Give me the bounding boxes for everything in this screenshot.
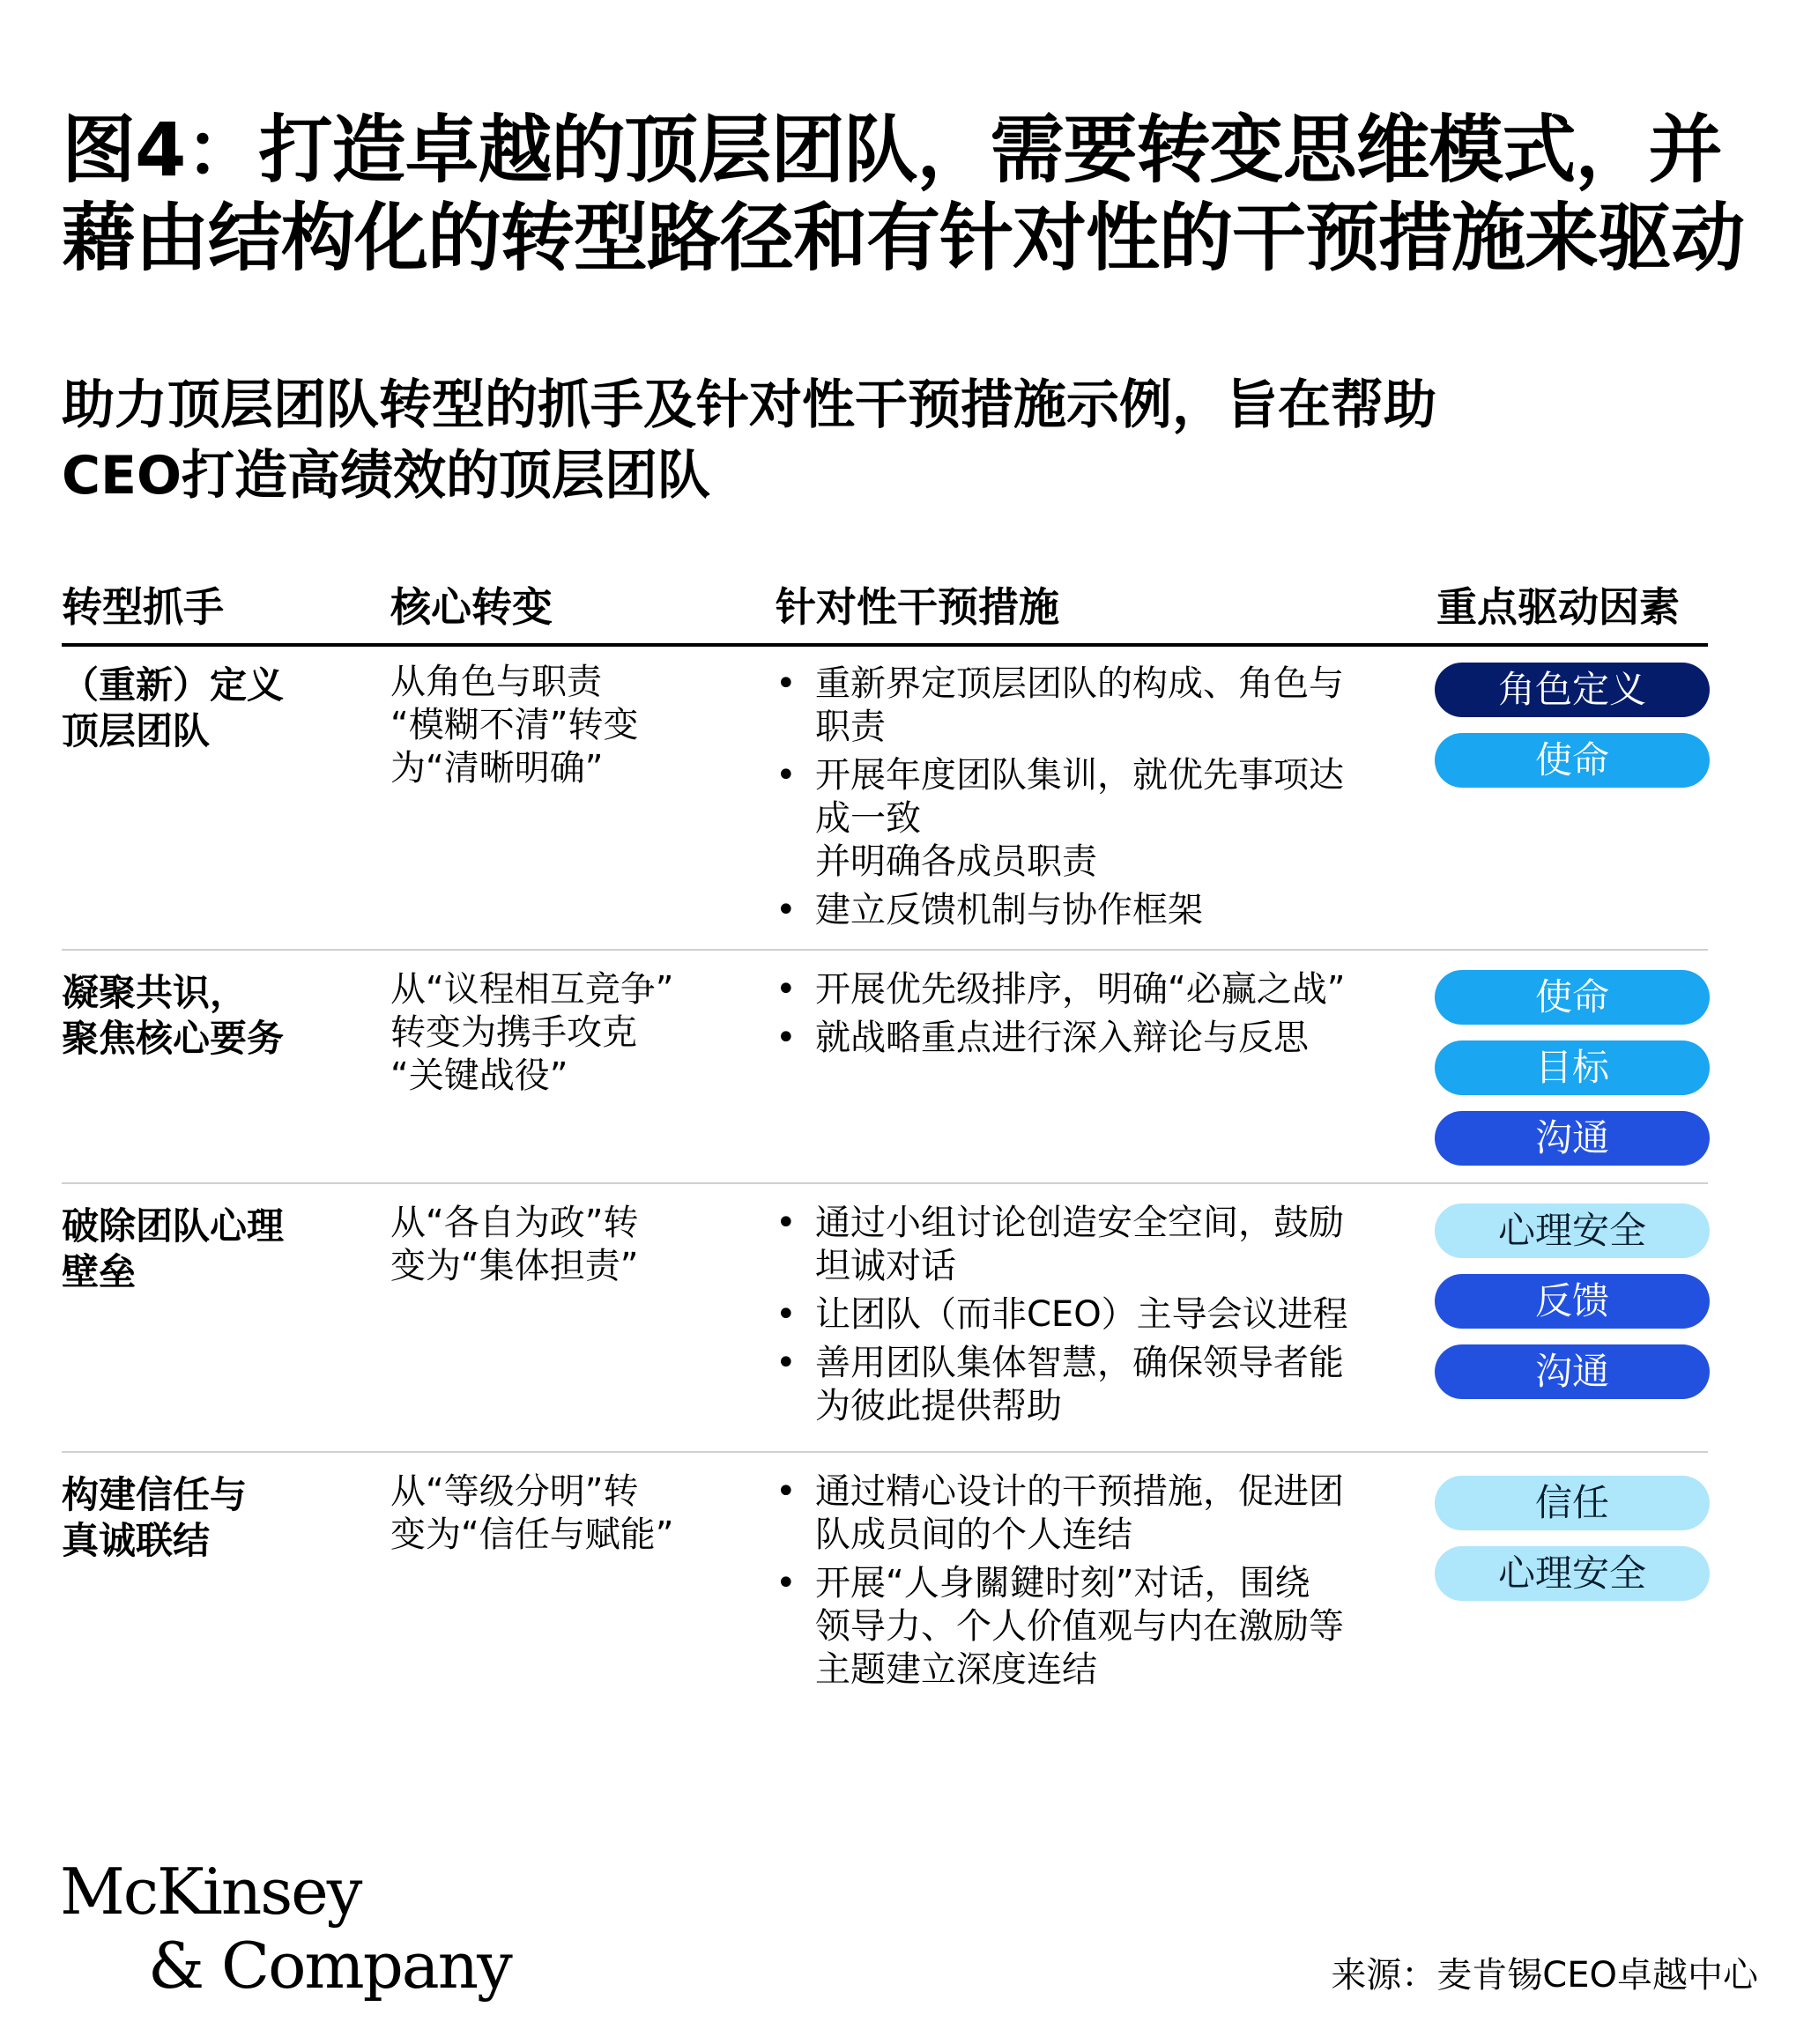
- shift-cell: [390, 661, 743, 790]
- drivers-cell: [1435, 970, 1710, 1181]
- intervention-item: • 通过小组讨论创造安全空间，鼓励 坦诚对话: [776, 1202, 1436, 1288]
- header-shift: 核心转变: [390, 583, 553, 631]
- driver-badge-communication: 沟通: [1435, 1344, 1710, 1399]
- figure-subtitle: [62, 370, 1701, 511]
- shift-text: 从“各自为政”转: [390, 1203, 639, 1243]
- intervention-item: • 开展优先级排序，明确“必赢之战”: [776, 968, 1436, 1011]
- intervention-item: • 重新界定顶层团队的构成、角色与 职责: [776, 663, 1436, 749]
- drivers-cell: [1435, 663, 1710, 804]
- intervention-item: • 通过精心设计的干预措施，促进团 队成员间的个人连结: [776, 1470, 1436, 1557]
- interventions-cell: [776, 1470, 1436, 1697]
- figure-title: [62, 106, 1789, 282]
- lever-cell: [62, 1203, 361, 1295]
- interventions-cell: [776, 1202, 1436, 1433]
- shift-text: 变为“集体担责”: [390, 1246, 639, 1286]
- driver-badge-psychological-safety: 心理安全: [1435, 1203, 1710, 1258]
- driver-badge-communication: 沟通: [1435, 1111, 1710, 1166]
- lever-text: 构建信任与: [62, 1473, 248, 1516]
- shift-text: 从“议程相互竞争”: [390, 969, 674, 1010]
- lever-text: 聚焦核心要务: [62, 1017, 285, 1060]
- shift-text: “关键战役”: [390, 1055, 568, 1096]
- shift-text: 为“清晰明确”: [390, 748, 604, 789]
- shift-text: “模糊不清”转变: [390, 705, 639, 745]
- table-row: [62, 1184, 1708, 1453]
- lever-text: 破除团队心理: [62, 1204, 285, 1248]
- lever-text: 凝聚共识，: [62, 971, 248, 1014]
- shift-text: 从“等级分明”转: [390, 1471, 639, 1512]
- driver-badge-feedback: 反馈: [1435, 1274, 1710, 1329]
- intervention-item: • 建立反馈机制与协作框架: [776, 889, 1436, 932]
- drivers-cell: [1435, 1476, 1710, 1617]
- subtitle-line-1: 助力顶层团队转型的抓手及针对性干预措施示例，旨在帮助: [62, 374, 1436, 436]
- drivers-cell: [1435, 1203, 1710, 1415]
- shift-cell: [390, 1470, 743, 1557]
- intervention-item: • 开展年度团队集训，就优先事项达 成一致 并明确各成员职责: [776, 754, 1436, 884]
- table-header: [62, 568, 1708, 647]
- subtitle-line-2: CEO打造高绩效的顶层团队: [62, 445, 711, 507]
- table-row: [62, 647, 1708, 951]
- lever-cell: [62, 663, 361, 754]
- intervention-item: • 善用团队集体智慧，确保领导者能 为彼此提供帮助: [776, 1342, 1436, 1428]
- interventions-table: [62, 568, 1708, 1708]
- shift-cell: [390, 1202, 743, 1288]
- title-line-2: 藉由结构化的转型路径和有针对性的干预措施来驱动: [62, 195, 1745, 281]
- driver-badge-mission: 使命: [1435, 970, 1710, 1025]
- header-interventions: 针对性干预措施: [776, 583, 1059, 631]
- driver-badge-role-definition: 角色定义: [1435, 663, 1710, 717]
- interventions-cell: [776, 663, 1436, 937]
- header-lever: 转型抓手: [62, 583, 224, 631]
- lever-text: 壁垒: [62, 1250, 137, 1293]
- lever-cell: [62, 970, 361, 1062]
- logo-line-1: McKinsey: [60, 1855, 361, 1929]
- lever-text: （重新）定义: [62, 663, 285, 707]
- driver-badge-mission: 使命: [1435, 733, 1710, 788]
- interventions-cell: [776, 968, 1436, 1065]
- driver-badge-goals: 目标: [1435, 1041, 1710, 1095]
- table-row: [62, 951, 1708, 1184]
- intervention-item: • 让团队（而非CEO）主导会议进程: [776, 1293, 1436, 1337]
- driver-badge-psychological-safety: 心理安全: [1435, 1546, 1710, 1601]
- shift-text: 变为“信任与赋能”: [390, 1514, 674, 1555]
- table-row: [62, 1453, 1708, 1708]
- header-drivers: 重点驱动因素: [1436, 583, 1680, 631]
- mckinsey-logo: [60, 1855, 511, 2003]
- lever-text: 真诚联结: [62, 1519, 211, 1562]
- driver-badge-trust: 信任: [1435, 1476, 1710, 1530]
- shift-text: 转变为携手攻克: [390, 1012, 637, 1053]
- intervention-item: • 开展“人身關鍵时刻”对话，围绕 领导力、个人价值观与内在激励等 主题建立深度连结: [776, 1562, 1436, 1692]
- source-note: 来源：麦肯锡CEO卓越中心: [1331, 1955, 1758, 1996]
- logo-line-2: & Company: [148, 1929, 511, 2003]
- shift-text: 从角色与职责: [390, 662, 602, 702]
- lever-cell: [62, 1472, 361, 1564]
- intervention-item: • 就战略重点进行深入辩论与反思: [776, 1017, 1436, 1060]
- lever-text: 顶层团队: [62, 709, 211, 752]
- shift-cell: [390, 968, 743, 1098]
- title-line-1: 图4：打造卓越的顶层团队，需要转变思维模式，并: [62, 107, 1722, 193]
